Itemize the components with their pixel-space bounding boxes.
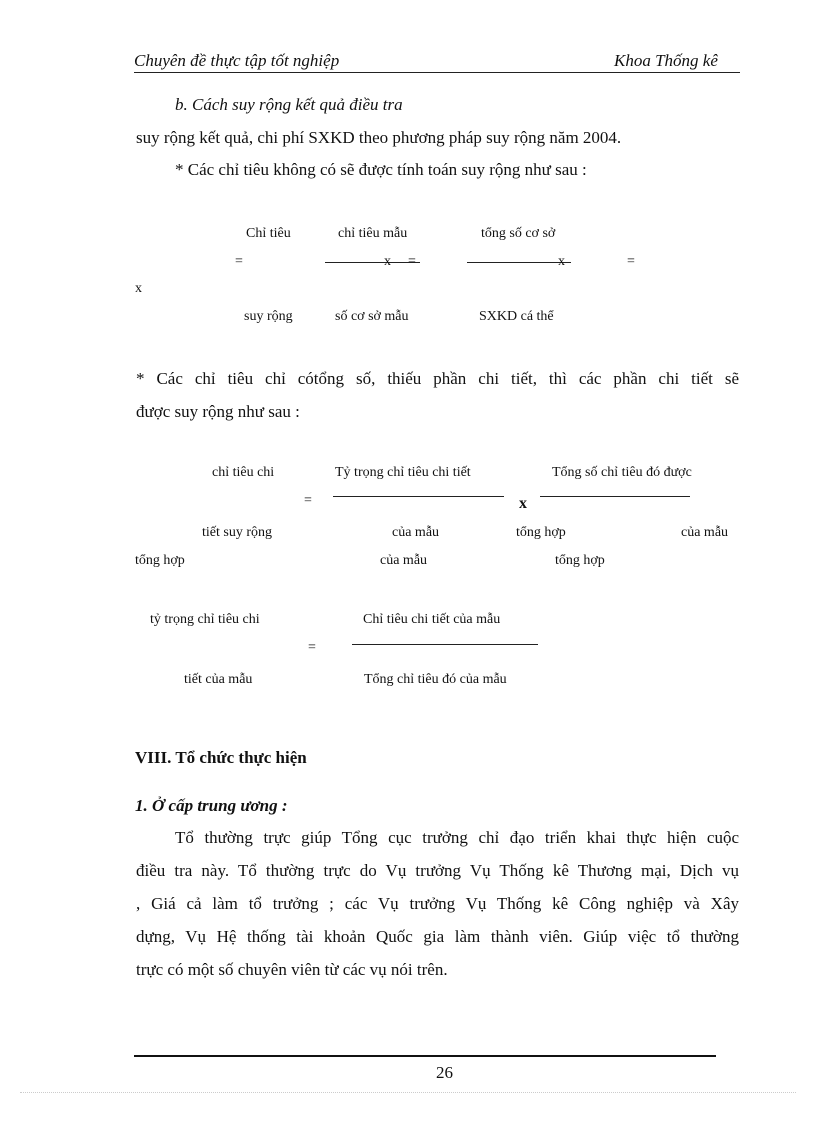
formula1-eq-1: = xyxy=(235,254,243,269)
header-rule xyxy=(134,72,740,73)
para2-line2: được suy rộng như sau : xyxy=(136,402,300,421)
section-b-line2: * Các chỉ tiêu không có sẽ được tính toán suy rộng như sau : xyxy=(175,160,587,179)
section-b-line1: suy rộng kết quả, chi phí SXKD theo phương pháp suy rộng năm 2004. xyxy=(136,128,622,147)
formula1-stray-x: x xyxy=(135,281,142,296)
section8-line-1: Tổ thường trực giúp Tổng cục trưởng chỉ đạo triển khai thực hiện cuộc xyxy=(175,828,739,847)
formula1-num-b: chỉ tiêu mẫu xyxy=(338,226,408,241)
formula3-den: Tổng chỉ tiêu đó của mẫu xyxy=(364,672,507,687)
formula1-times-2: x xyxy=(558,254,565,269)
formula2-num-b: Tỷ trọng chỉ tiêu chi tiết xyxy=(335,465,471,480)
footer-rule xyxy=(134,1055,716,1057)
formula2-fraction-line-1 xyxy=(333,496,504,497)
formula3-num: Chỉ tiêu chi tiết của mẫu xyxy=(363,612,501,627)
formula2-num-c: Tổng số chỉ tiêu đó được xyxy=(552,465,692,480)
formula1-den-c: SXKD cá thể xyxy=(479,309,554,324)
para2-line1: * Các chỉ tiêu chỉ cótổng số, thiếu phần chi tiết, thì các phần chi tiết sẽ xyxy=(136,369,739,388)
formula2-den-c2: tổng hợp xyxy=(555,553,605,568)
formula2-lhs-2: tiết suy rộng xyxy=(202,525,272,540)
formula1-den-a: suy rộng xyxy=(244,309,293,324)
formula2-lhs-3: tổng hợp xyxy=(135,553,185,568)
formula2-times: x xyxy=(519,495,527,512)
section-b-title: b. Cách suy rộng kết quả điều tra xyxy=(175,95,403,114)
formula3-fraction-line xyxy=(352,644,538,645)
formula2-eq: = xyxy=(304,493,312,508)
formula3-lhs-1: tỷ trọng chỉ tiêu chi xyxy=(150,612,260,627)
formula2-den-c1: tổng hợp xyxy=(516,525,566,540)
section8-line-4: dựng, Vụ Hệ thống tài khoản Quốc gia làm thành viên. Giúp việc tổ thường xyxy=(136,927,739,946)
page-bottom-dotted-line xyxy=(20,1092,796,1093)
formula1-num-c: tổng số cơ sở xyxy=(481,226,556,241)
section8-line-3: , Giá cả làm tổ trưởng ; các Vụ trưởng Vụ Thống kê Công nghiệp và Xây xyxy=(136,894,739,913)
section8-line-5: trực có một số chuyên viên từ các vụ nói trên. xyxy=(136,960,448,979)
formula2-lhs-1: chỉ tiêu chi xyxy=(212,465,275,480)
formula2-fraction-line-2 xyxy=(540,496,690,497)
section8-line-2: điều tra này. Tổ thường trực do Vụ trưởng Vụ Thống kê Thương mại, Dịch vụ xyxy=(136,861,739,880)
formula1-fraction-line-2 xyxy=(467,262,571,263)
formula1-den-b: số cơ sở mẫu xyxy=(335,309,409,324)
formula3-lhs-2: tiết của mẫu xyxy=(184,672,253,687)
formula1-num-a: Chỉ tiêu xyxy=(246,226,291,241)
formula1-eq-3: = xyxy=(627,254,635,269)
header-left: Chuyên đề thực tập tốt nghiệp xyxy=(134,51,340,70)
section8-title: VIII. Tổ chức thực hiện xyxy=(135,748,307,767)
formula1-eq-2: = xyxy=(408,254,416,269)
formula2-den-d: của mẫu xyxy=(681,525,729,540)
formula2-den-b2: của mẫu xyxy=(380,553,428,568)
formula1-fraction-line-1 xyxy=(325,262,420,263)
page-number: 26 xyxy=(436,1063,453,1082)
formula3-eq: = xyxy=(308,640,316,655)
formula2-den-b1: của mẫu xyxy=(392,525,440,540)
section8-subtitle: 1. Ở cấp trung ương : xyxy=(135,796,288,815)
header-right: Khoa Thống kê xyxy=(614,51,718,70)
formula1-times-1: x xyxy=(384,254,391,269)
